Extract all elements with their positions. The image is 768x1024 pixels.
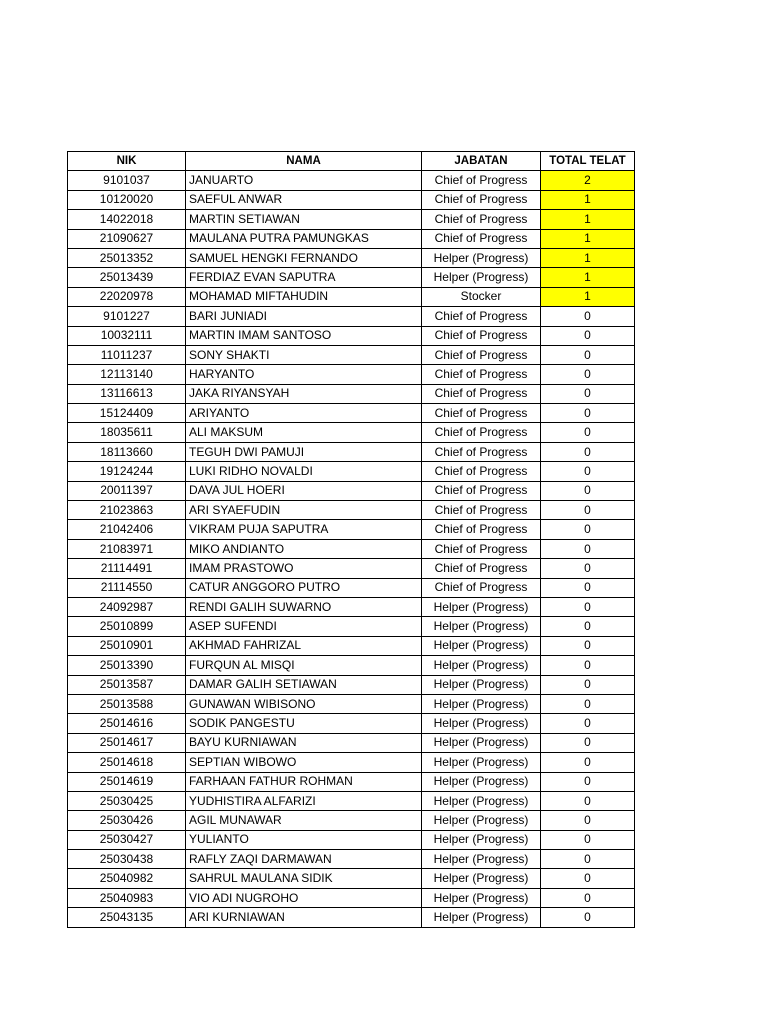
total-telat-cell: 0 bbox=[541, 559, 635, 578]
jabatan-cell: Helper (Progress) bbox=[422, 753, 541, 772]
jabatan-cell: Helper (Progress) bbox=[422, 636, 541, 655]
attendance-table bbox=[67, 151, 635, 928]
nik-cell: 9101227 bbox=[68, 307, 186, 326]
nama-cell: MOHAMAD MIFTAHUDIN bbox=[186, 287, 422, 306]
nik-cell: 25040983 bbox=[68, 888, 186, 907]
jabatan-cell: Helper (Progress) bbox=[422, 850, 541, 869]
nik-cell: 21023863 bbox=[68, 501, 186, 520]
nama-cell: ARI KURNIAWAN bbox=[186, 908, 422, 927]
jabatan-cell: Chief of Progress bbox=[422, 210, 541, 229]
total-telat-cell: 0 bbox=[541, 384, 635, 403]
nama-cell: SONY SHAKTI bbox=[186, 345, 422, 364]
nama-cell: ARIYANTO bbox=[186, 404, 422, 423]
nama-cell: VIKRAM PUJA SAPUTRA bbox=[186, 520, 422, 539]
total-telat-cell: 0 bbox=[541, 733, 635, 752]
jabatan-cell: Helper (Progress) bbox=[422, 811, 541, 830]
nik-cell: 19124244 bbox=[68, 462, 186, 481]
total-telat-cell: 0 bbox=[541, 345, 635, 364]
total-telat-cell: 0 bbox=[541, 365, 635, 384]
total-telat-cell: 0 bbox=[541, 578, 635, 597]
jabatan-cell: Stocker bbox=[422, 287, 541, 306]
jabatan-cell: Helper (Progress) bbox=[422, 772, 541, 791]
table-row bbox=[68, 578, 635, 597]
table-row bbox=[68, 307, 635, 326]
nik-cell: 25013588 bbox=[68, 694, 186, 713]
nik-cell: 25030426 bbox=[68, 811, 186, 830]
nama-cell: AKHMAD FAHRIZAL bbox=[186, 636, 422, 655]
total-telat-cell: 0 bbox=[541, 326, 635, 345]
nik-cell: 21090627 bbox=[68, 229, 186, 248]
table-row bbox=[68, 442, 635, 461]
nik-cell: 13116613 bbox=[68, 384, 186, 403]
table-row bbox=[68, 811, 635, 830]
table-row bbox=[68, 520, 635, 539]
total-telat-cell: 1 bbox=[541, 190, 635, 209]
jabatan-cell: Helper (Progress) bbox=[422, 248, 541, 267]
jabatan-cell: Chief of Progress bbox=[422, 404, 541, 423]
jabatan-cell: Chief of Progress bbox=[422, 423, 541, 442]
nik-cell: 25014619 bbox=[68, 772, 186, 791]
jabatan-cell: Helper (Progress) bbox=[422, 617, 541, 636]
jabatan-cell: Helper (Progress) bbox=[422, 675, 541, 694]
nama-cell: RENDI GALIH SUWARNO bbox=[186, 597, 422, 616]
nik-cell: 25013439 bbox=[68, 268, 186, 287]
table-header bbox=[68, 152, 635, 171]
nik-cell: 22020978 bbox=[68, 287, 186, 306]
table-row bbox=[68, 404, 635, 423]
total-telat-cell: 1 bbox=[541, 248, 635, 267]
table-row bbox=[68, 326, 635, 345]
jabatan-cell: Chief of Progress bbox=[422, 501, 541, 520]
nama-cell: JAKA RIYANSYAH bbox=[186, 384, 422, 403]
table-row bbox=[68, 171, 635, 190]
nik-cell: 21114491 bbox=[68, 559, 186, 578]
table-row bbox=[68, 908, 635, 927]
nama-cell: GUNAWAN WIBISONO bbox=[186, 694, 422, 713]
total-telat-cell: 0 bbox=[541, 423, 635, 442]
jabatan-cell: Chief of Progress bbox=[422, 229, 541, 248]
table-row bbox=[68, 423, 635, 442]
total-telat-cell: 0 bbox=[541, 714, 635, 733]
jabatan-cell: Helper (Progress) bbox=[422, 733, 541, 752]
nik-cell: 10120020 bbox=[68, 190, 186, 209]
nama-cell: TEGUH DWI PAMUJI bbox=[186, 442, 422, 461]
nik-cell: 21114550 bbox=[68, 578, 186, 597]
nama-cell: FARHAAN FATHUR ROHMAN bbox=[186, 772, 422, 791]
nama-cell: BARI JUNIADI bbox=[186, 307, 422, 326]
total-telat-cell: 0 bbox=[541, 830, 635, 849]
total-telat-cell: 0 bbox=[541, 636, 635, 655]
nik-cell: 20011397 bbox=[68, 481, 186, 500]
table-row bbox=[68, 462, 635, 481]
nik-cell: 14022018 bbox=[68, 210, 186, 229]
jabatan-cell: Helper (Progress) bbox=[422, 656, 541, 675]
nama-cell: JANUARTO bbox=[186, 171, 422, 190]
jabatan-cell: Chief of Progress bbox=[422, 481, 541, 500]
jabatan-cell: Helper (Progress) bbox=[422, 714, 541, 733]
nama-cell: SEPTIAN WIBOWO bbox=[186, 753, 422, 772]
nama-cell: MIKO ANDIANTO bbox=[186, 539, 422, 558]
table-row bbox=[68, 501, 635, 520]
total-telat-cell: 1 bbox=[541, 229, 635, 248]
total-telat-cell: 0 bbox=[541, 888, 635, 907]
nik-cell: 25013390 bbox=[68, 656, 186, 675]
table-row bbox=[68, 210, 635, 229]
nik-cell: 21042406 bbox=[68, 520, 186, 539]
header-row bbox=[68, 152, 635, 171]
jabatan-cell: Helper (Progress) bbox=[422, 830, 541, 849]
table-row bbox=[68, 656, 635, 675]
jabatan-cell: Chief of Progress bbox=[422, 578, 541, 597]
total-telat-cell: 0 bbox=[541, 597, 635, 616]
nama-cell: ASEP SUFENDI bbox=[186, 617, 422, 636]
total-telat-cell: 0 bbox=[541, 481, 635, 500]
nik-cell: 25040982 bbox=[68, 869, 186, 888]
nama-cell: ALI MAKSUM bbox=[186, 423, 422, 442]
nama-cell: HARYANTO bbox=[186, 365, 422, 384]
total-telat-cell: 0 bbox=[541, 442, 635, 461]
table-row bbox=[68, 248, 635, 267]
jabatan-cell: Chief of Progress bbox=[422, 326, 541, 345]
table-row bbox=[68, 675, 635, 694]
table-row bbox=[68, 384, 635, 403]
jabatan-cell: Helper (Progress) bbox=[422, 268, 541, 287]
nama-cell: RAFLY ZAQI DARMAWAN bbox=[186, 850, 422, 869]
nama-cell: SAMUEL HENGKI FERNANDO bbox=[186, 248, 422, 267]
table-row bbox=[68, 636, 635, 655]
jabatan-cell: Chief of Progress bbox=[422, 462, 541, 481]
nik-cell: 9101037 bbox=[68, 171, 186, 190]
nik-cell: 25010901 bbox=[68, 636, 186, 655]
total-telat-cell: 0 bbox=[541, 811, 635, 830]
table-row bbox=[68, 850, 635, 869]
jabatan-cell: Helper (Progress) bbox=[422, 597, 541, 616]
jabatan-cell: Helper (Progress) bbox=[422, 888, 541, 907]
nama-cell: SAHRUL MAULANA SIDIK bbox=[186, 869, 422, 888]
total-telat-cell: 1 bbox=[541, 268, 635, 287]
nama-cell: YUDHISTIRA ALFARIZI bbox=[186, 791, 422, 810]
table-row bbox=[68, 229, 635, 248]
nik-cell: 25014618 bbox=[68, 753, 186, 772]
table-row bbox=[68, 481, 635, 500]
table-row bbox=[68, 287, 635, 306]
total-telat-cell: 0 bbox=[541, 617, 635, 636]
nik-cell: 25014616 bbox=[68, 714, 186, 733]
nama-cell: MARTIN SETIAWAN bbox=[186, 210, 422, 229]
total-telat-cell: 0 bbox=[541, 753, 635, 772]
table-row bbox=[68, 345, 635, 364]
jabatan-cell: Helper (Progress) bbox=[422, 694, 541, 713]
table-row bbox=[68, 190, 635, 209]
total-telat-cell: 0 bbox=[541, 694, 635, 713]
nik-cell: 18113660 bbox=[68, 442, 186, 461]
nik-cell: 25010899 bbox=[68, 617, 186, 636]
jabatan-cell: Chief of Progress bbox=[422, 365, 541, 384]
jabatan-cell: Chief of Progress bbox=[422, 442, 541, 461]
nama-cell: YULIANTO bbox=[186, 830, 422, 849]
nama-cell: ARI SYAEFUDIN bbox=[186, 501, 422, 520]
jabatan-cell: Chief of Progress bbox=[422, 539, 541, 558]
nama-cell: AGIL MUNAWAR bbox=[186, 811, 422, 830]
table-row bbox=[68, 597, 635, 616]
nik-cell: 25013352 bbox=[68, 248, 186, 267]
total-telat-cell: 0 bbox=[541, 791, 635, 810]
jabatan-cell: Chief of Progress bbox=[422, 307, 541, 326]
column-header-nama: NAMA bbox=[186, 152, 422, 171]
nama-cell: LUKI RIDHO NOVALDI bbox=[186, 462, 422, 481]
table-row bbox=[68, 617, 635, 636]
nik-cell: 10032111 bbox=[68, 326, 186, 345]
nama-cell: DAMAR GALIH SETIAWAN bbox=[186, 675, 422, 694]
total-telat-cell: 1 bbox=[541, 287, 635, 306]
nama-cell: FERDIAZ EVAN SAPUTRA bbox=[186, 268, 422, 287]
total-telat-cell: 0 bbox=[541, 908, 635, 927]
jabatan-cell: Chief of Progress bbox=[422, 520, 541, 539]
nik-cell: 25043135 bbox=[68, 908, 186, 927]
nik-cell: 12113140 bbox=[68, 365, 186, 384]
nama-cell: MAULANA PUTRA PAMUNGKAS bbox=[186, 229, 422, 248]
nik-cell: 24092987 bbox=[68, 597, 186, 616]
nik-cell: 25030425 bbox=[68, 791, 186, 810]
nama-cell: FURQUN AL MISQI bbox=[186, 656, 422, 675]
table-row bbox=[68, 559, 635, 578]
total-telat-cell: 0 bbox=[541, 462, 635, 481]
total-telat-cell: 0 bbox=[541, 520, 635, 539]
nik-cell: 25013587 bbox=[68, 675, 186, 694]
nik-cell: 25014617 bbox=[68, 733, 186, 752]
nik-cell: 25030438 bbox=[68, 850, 186, 869]
nama-cell: CATUR ANGGORO PUTRO bbox=[186, 578, 422, 597]
nama-cell: IMAM PRASTOWO bbox=[186, 559, 422, 578]
table-row bbox=[68, 694, 635, 713]
column-header-total-telat: TOTAL TELAT bbox=[541, 152, 635, 171]
total-telat-cell: 2 bbox=[541, 171, 635, 190]
jabatan-cell: Chief of Progress bbox=[422, 559, 541, 578]
table-row bbox=[68, 869, 635, 888]
table-row bbox=[68, 539, 635, 558]
nik-cell: 21083971 bbox=[68, 539, 186, 558]
table-row bbox=[68, 753, 635, 772]
jabatan-cell: Helper (Progress) bbox=[422, 908, 541, 927]
total-telat-cell: 0 bbox=[541, 404, 635, 423]
table-row bbox=[68, 772, 635, 791]
table-body bbox=[68, 171, 635, 927]
jabatan-cell: Chief of Progress bbox=[422, 345, 541, 364]
nik-cell: 25030427 bbox=[68, 830, 186, 849]
nama-cell: SODIK PANGESTU bbox=[186, 714, 422, 733]
table-row bbox=[68, 268, 635, 287]
nik-cell: 11011237 bbox=[68, 345, 186, 364]
nama-cell: BAYU KURNIAWAN bbox=[186, 733, 422, 752]
jabatan-cell: Chief of Progress bbox=[422, 171, 541, 190]
table-row bbox=[68, 365, 635, 384]
total-telat-cell: 0 bbox=[541, 656, 635, 675]
total-telat-cell: 0 bbox=[541, 869, 635, 888]
nama-cell: MARTIN IMAM SANTOSO bbox=[186, 326, 422, 345]
nama-cell: SAEFUL ANWAR bbox=[186, 190, 422, 209]
table-row bbox=[68, 714, 635, 733]
nama-cell: VIO ADI NUGROHO bbox=[186, 888, 422, 907]
table-row bbox=[68, 888, 635, 907]
table-row bbox=[68, 733, 635, 752]
total-telat-cell: 0 bbox=[541, 772, 635, 791]
total-telat-cell: 0 bbox=[541, 675, 635, 694]
nama-cell: DAVA JUL HOERI bbox=[186, 481, 422, 500]
column-header-nik: NIK bbox=[68, 152, 186, 171]
column-header-jabatan: JABATAN bbox=[422, 152, 541, 171]
total-telat-cell: 1 bbox=[541, 210, 635, 229]
nik-cell: 15124409 bbox=[68, 404, 186, 423]
jabatan-cell: Helper (Progress) bbox=[422, 869, 541, 888]
total-telat-cell: 0 bbox=[541, 539, 635, 558]
nik-cell: 18035611 bbox=[68, 423, 186, 442]
total-telat-cell: 0 bbox=[541, 307, 635, 326]
total-telat-cell: 0 bbox=[541, 850, 635, 869]
total-telat-cell: 0 bbox=[541, 501, 635, 520]
table-row bbox=[68, 830, 635, 849]
jabatan-cell: Chief of Progress bbox=[422, 384, 541, 403]
table-row bbox=[68, 791, 635, 810]
jabatan-cell: Chief of Progress bbox=[422, 190, 541, 209]
jabatan-cell: Helper (Progress) bbox=[422, 791, 541, 810]
